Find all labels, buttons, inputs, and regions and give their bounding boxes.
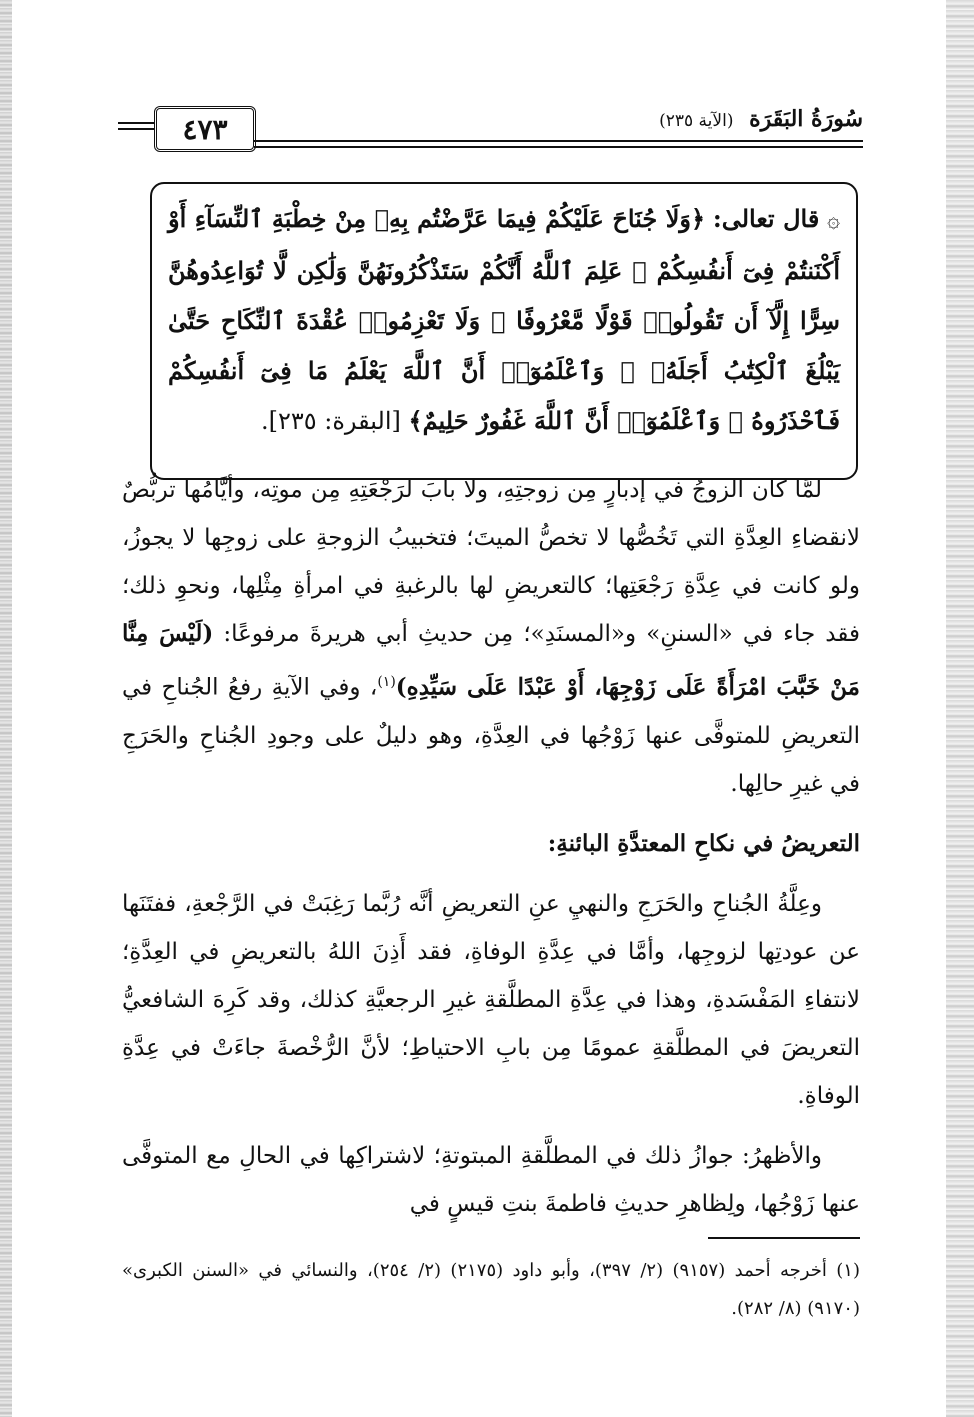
paragraph-3: والأظهرُ: جوازُ ذلك في المطلَّقةِ المبتوتةِ؛ لاشتراكِها في الحالِ مع المتوفَّى عنها زَوْجُها، ولِظاهرِ حديثِ فاطمةَ بنتِ قيسٍ في	[122, 1142, 860, 1217]
section-heading: التعريضُ في نكاحِ المعتدَّةِ البائنةِ:	[547, 829, 860, 857]
footnote: (١) أخرجه أحمد (٩١٥٧) (٢/ ٣٩٧)، وأبو داود (٢١٧٥) (٢/ ٢٥٤)، والنسائي في «السنن الكبرى» (٩١٧٠) (٨/ ٢٨٢).	[122, 1260, 860, 1319]
header-rule-right-2	[254, 146, 863, 148]
surah-title: سُورَةُ البَقَرَة	[749, 106, 863, 132]
ayah-reference: (الآية ٢٣٥)	[659, 111, 734, 131]
scan-edge-left	[0, 0, 12, 1417]
scan-edge-right	[946, 0, 974, 1417]
paragraph-1	[122, 466, 860, 808]
page-number-box	[154, 106, 256, 152]
hadith-quote: (لَيْسَ مِنَّا مَنْ خَبَّبَ امْرَأَةً عَلَى زَوْجِهَا، أَوْ عَبْدًا عَلَى سَيِّدِهِ)	[122, 620, 860, 701]
header-rule-left-2	[118, 128, 154, 130]
page-header	[118, 102, 863, 152]
verse-intro: قال تعالى:	[712, 204, 820, 233]
paragraph-1-text-b: ، وفي الآيةِ رفعُ الجُناحِ في التعريضِ للمتوفَّى عنها زَوْجُها في العِدَّةِ، وهو دليلٌ على وجودِ الجُناحِ والحَرَجِ في غيرِ حالِها.	[122, 674, 860, 797]
verse-citation: [البقرة: ٢٣٥].	[260, 407, 401, 435]
running-title	[659, 106, 863, 132]
ornament-icon: ۞	[827, 208, 840, 233]
quran-verse-box	[150, 182, 858, 480]
quran-verse: ﴿وَلَا جُنَاحَ عَلَيْكُمْ فِيمَا عَرَّضْتُم بِهِۦ مِنْ خِطْبَةِ ٱلنِّسَآءِ أَوْ أَكْنَنتُمْ فِىٓ أَنفُسِكُمْ ۚ عَلِمَ ٱللَّهُ أَنَّكُمْ سَتَذْكُرُونَهُنَّ وَلَٰكِن لَّا تُوَاعِدُوهُنَّ سِرًّا إِلَّآ أَن تَقُولُوا۟ قَوْلًا مَّعْرُوفًا ۚ وَلَا تَعْزِمُوا۟ عُقْدَةَ ٱلنِّكَاحِ حَتَّىٰ يَبْلُغَ ٱلْكِتَٰبُ أَجَلَهُۥ ۚ وَٱعْلَمُوٓا۟ أَنَّ ٱللَّهَ يَعْلَمُ مَا فِىٓ أَنفُسِكُمْ فَٱحْذَرُوهُ ۚ وَٱعْلَمُوٓا۟ أَنَّ ٱللَّهَ غَفُورٌ حَلِيمٌ﴾	[168, 204, 840, 435]
paragraph-2: وعِلَّةُ الجُناحِ والحَرَجِ والنهيِ عنِ التعريضِ أنَّه رُبَّما رَغِبَتْ في الرَّجْعةِ، ففتَنَها عن عودتِها لزوجِها، وأمَّا في عِدَّةِ الوفاةِ، فقد أَذِنَ اللهُ بالتعريضِ في العِدَّةِ؛ لانتفاءِ المَفْسَدةِ، وهذا في عِدَّةِ المطلَّقةِ غيرِ الرجعيَّةِ كذلك، وقد كَرِهَ الشافعيُّ التعريضَ في المطلَّقةِ عمومًا مِن بابِ الاحتياطِ؛ لأنَّ الرُّخْصةَ جاءَتْ في عِدَّةِ الوفاةِ.	[122, 890, 860, 1109]
footnote-divider	[708, 1237, 860, 1239]
page-number: ٤٧٣	[182, 112, 228, 146]
footnote-marker: (١)	[377, 674, 396, 690]
header-rule-left	[118, 122, 154, 124]
paragraph-1-text-a: لمَّا كان الزوجُ في إدبارٍ مِن زوجتِهِ، ولا بابَ لرَجْعَتِهِ مِن موتِه، وأيَّامُها تربُّصٌ لانقضاءِ العِدَّةِ التي تَخُصُّها لا تخصُّ الميتَ؛ فتخبيبُ الزوجةِ على زوجِها لا يجوزُ، ولو كانت في عِدَّةِ رَجْعَتِها؛ كالتعريضِ لها بالرغبةِ في امرأةِ مِثْلِها، ونحوِ ذلك؛ فقد جاء في «السننِ» و«المسنَدِ»؛ مِن حديثِ أبي هريرةَ مرفوعًا:	[122, 477, 860, 647]
main-text	[122, 466, 860, 1240]
header-rule-right	[254, 140, 863, 142]
